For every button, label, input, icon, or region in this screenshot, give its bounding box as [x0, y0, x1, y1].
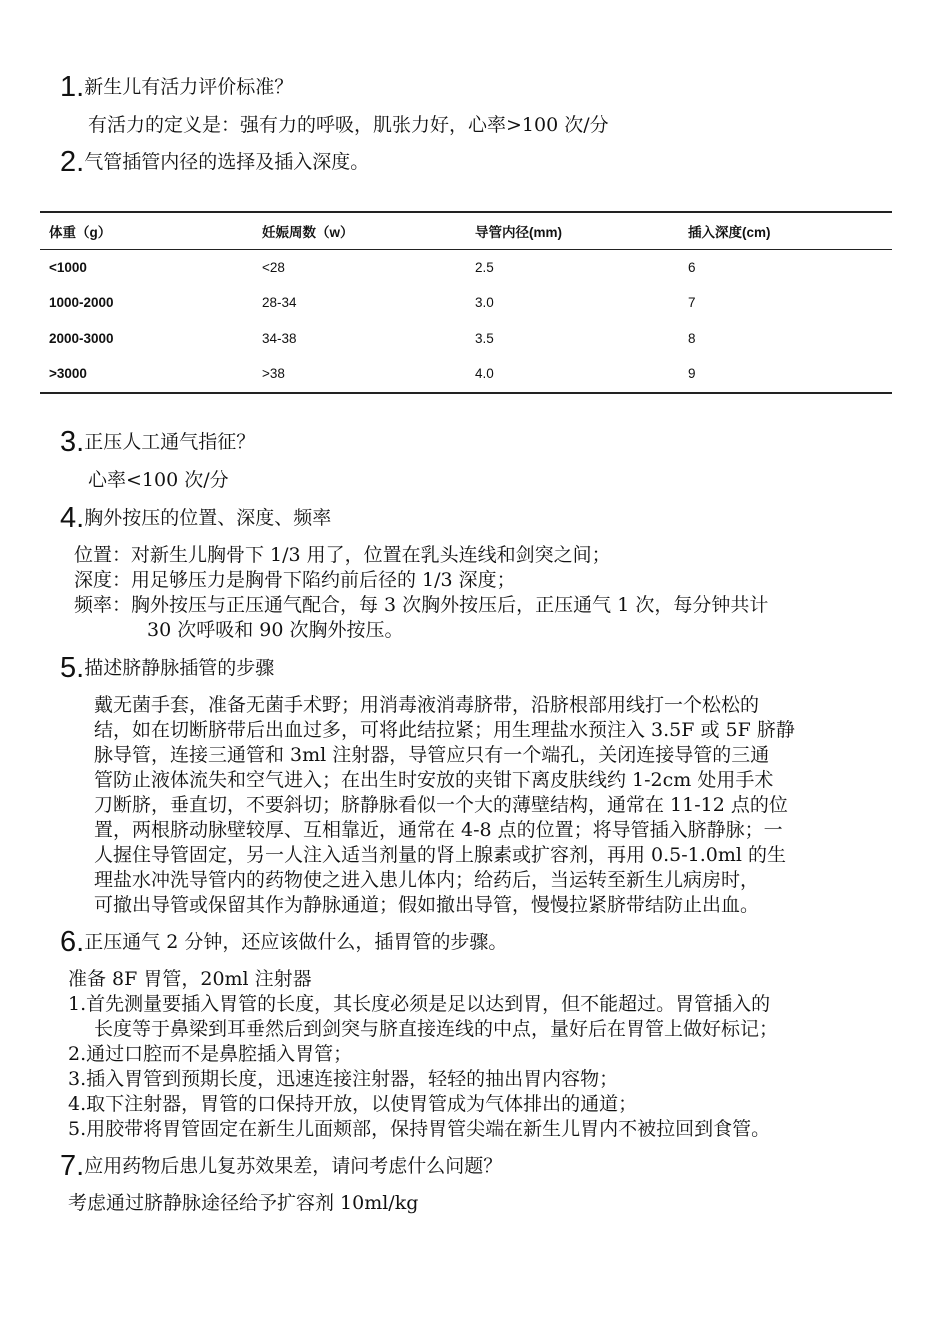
table-cell-tube-diameter: 3.5	[475, 330, 494, 346]
question-6-heading	[60, 926, 508, 958]
paragraph-line: 置，两根脐动脉壁较厚、互相靠近，通常在 4-8 点的位置；将导管插入脐静脉；一	[94, 819, 783, 841]
table-header-gestation: 妊娠周数（w）	[262, 224, 354, 240]
question-7-number: 7.	[60, 1150, 85, 1182]
question-5-title: 描述脐静脉插管的步骤	[84, 657, 275, 679]
gastric-tube-step-1: 1.首先测量要插入胃管的长度，其长度必须是足以达到胃，但不能超过。胃管插入的	[68, 993, 771, 1015]
gastric-tube-step-4: 4.取下注射器，胃管的口保持开放，以使胃管成为气体排出的通道；	[68, 1093, 638, 1115]
gastric-tube-step-1-cont: 长度等于鼻梁到耳垂然后到剑突与脐直接连线的中点，量好后在胃管上做好标记；	[94, 1018, 779, 1040]
table-cell-gestation: 34-38	[262, 330, 297, 346]
question-6-number: 6.	[60, 926, 85, 958]
table-cell-weight: 2000-3000	[49, 330, 114, 346]
question-3-answer: 心率<100 次/分	[88, 469, 229, 491]
paragraph-line: 可撤出导管或保留其作为静脉通道；假如撤出导管，慢慢拉紧脐带结防止出血。	[94, 894, 760, 916]
tube-size-table	[40, 211, 892, 394]
question-3-heading	[60, 426, 256, 458]
compression-position: 位置：对新生儿胸骨下 1/3 用了，位置在乳头连线和剑突之间；	[74, 544, 611, 566]
table-cell-gestation: >38	[262, 366, 285, 382]
table-cell-tube-diameter: 3.0	[475, 295, 494, 311]
gastric-tube-step-3: 3.插入胃管到预期长度，迅速连接注射器，轻轻的抽出胃内容物；	[68, 1068, 619, 1090]
question-3-number: 3.	[60, 426, 85, 458]
table-cell-gestation: <28	[262, 259, 285, 275]
paragraph-line: 理盐水冲洗导管内的药物使之进入患儿体内；给药后，当运转至新生儿病房时，	[94, 869, 760, 891]
question-1-number: 1.	[60, 71, 85, 103]
question-3-title: 正压人工通气指征？	[84, 431, 256, 453]
paragraph-line: 人握住导管固定，另一人注入适当剂量的肾上腺素或扩容剂，再用 0.5-1.0ml 的生	[94, 844, 787, 866]
paragraph-line: 戴无菌手套，准备无菌手术野；用消毒液消毒脐带，沿脐根部用线打一个松松的	[94, 694, 760, 716]
paragraph-line: 管防止液体流失和空气进入；在出生时安放的夹钳下离皮肤线约 1-2cm 处用手术	[94, 769, 774, 791]
table-cell-insertion-depth: 9	[688, 366, 696, 382]
compression-frequency-line-2: 30 次呼吸和 90 次胸外按压。	[147, 619, 404, 641]
table-header-tube-diameter: 导管内径(mm)	[475, 224, 562, 240]
table-cell-weight: 1000-2000	[49, 295, 114, 311]
paragraph-line: 脉导管，连接三通管和 3ml 注射器，导管应只有一个端孔，关闭连接导管的三通	[94, 744, 770, 766]
question-1-title: 新生儿有活力评价标准？	[84, 76, 294, 98]
question-2-title: 气管插管内径的选择及插入深度。	[84, 151, 370, 173]
table-cell-insertion-depth: 6	[688, 259, 696, 275]
table-cell-weight: <1000	[49, 259, 87, 275]
gastric-tube-preparation: 准备 8F 胃管，20ml 注射器	[68, 968, 312, 990]
question-4-heading	[60, 502, 332, 534]
gastric-tube-step-2: 2.通过口腔而不是鼻腔插入胃管；	[68, 1043, 353, 1065]
gastric-tube-step-5: 5.用胶带将胃管固定在新生儿面颊部，保持胃管尖端在新生儿胃内不被拉回到食管。	[68, 1118, 771, 1140]
table-header-weight: 体重（g）	[49, 224, 112, 240]
table-row	[40, 321, 892, 357]
table-cell-insertion-depth: 7	[688, 295, 696, 311]
question-2-heading	[60, 146, 370, 178]
question-1-answer: 有活力的定义是：强有力的呼吸，肌张力好，心率>100 次/分	[88, 114, 609, 136]
table-cell-tube-diameter: 2.5	[475, 259, 494, 275]
table-cell-tube-diameter: 4.0	[475, 366, 494, 382]
question-1-heading	[60, 71, 294, 103]
paragraph-line: 结，如在切断脐带后出血过多，可将此结拉紧；用生理盐水预注入 3.5F 或 5F 脐静	[94, 719, 795, 741]
table-row	[40, 356, 892, 393]
question-7-answer: 考虑通过脐静脉途径给予扩容剂 10ml/kg	[68, 1192, 419, 1214]
paragraph-line: 刀断脐，垂直切，不要斜切；脐静脉看似一个大的薄壁结构，通常在 11-12 点的位	[94, 794, 788, 816]
table-header-row	[40, 212, 892, 249]
compression-depth: 深度：用足够压力是胸骨下陷约前后径的 1/3 深度；	[74, 569, 516, 591]
question-7-heading	[60, 1150, 503, 1182]
question-7-title: 应用药物后患儿复苏效果差，请问考虑什么问题？	[84, 1155, 503, 1177]
compression-frequency-line-1: 频率：胸外按压与正压通气配合，每 3 次胸外按压后，正压通气 1 次，每分钟共计	[74, 594, 769, 616]
table-cell-insertion-depth: 8	[688, 330, 696, 346]
table-cell-gestation: 28-34	[262, 295, 297, 311]
question-4-number: 4.	[60, 502, 85, 534]
table-row	[40, 285, 892, 321]
question-4-title: 胸外按压的位置、深度、频率	[84, 507, 332, 529]
table-header-insertion-depth: 插入深度(cm)	[688, 224, 771, 240]
table-cell-weight: >3000	[49, 366, 87, 382]
table-row	[40, 249, 892, 285]
question-5-heading	[60, 652, 275, 684]
question-2-number: 2.	[60, 146, 85, 178]
question-6-title: 正压通气 2 分钟，还应该做什么，插胃管的步骤。	[84, 931, 508, 953]
question-5-number: 5.	[60, 652, 85, 684]
